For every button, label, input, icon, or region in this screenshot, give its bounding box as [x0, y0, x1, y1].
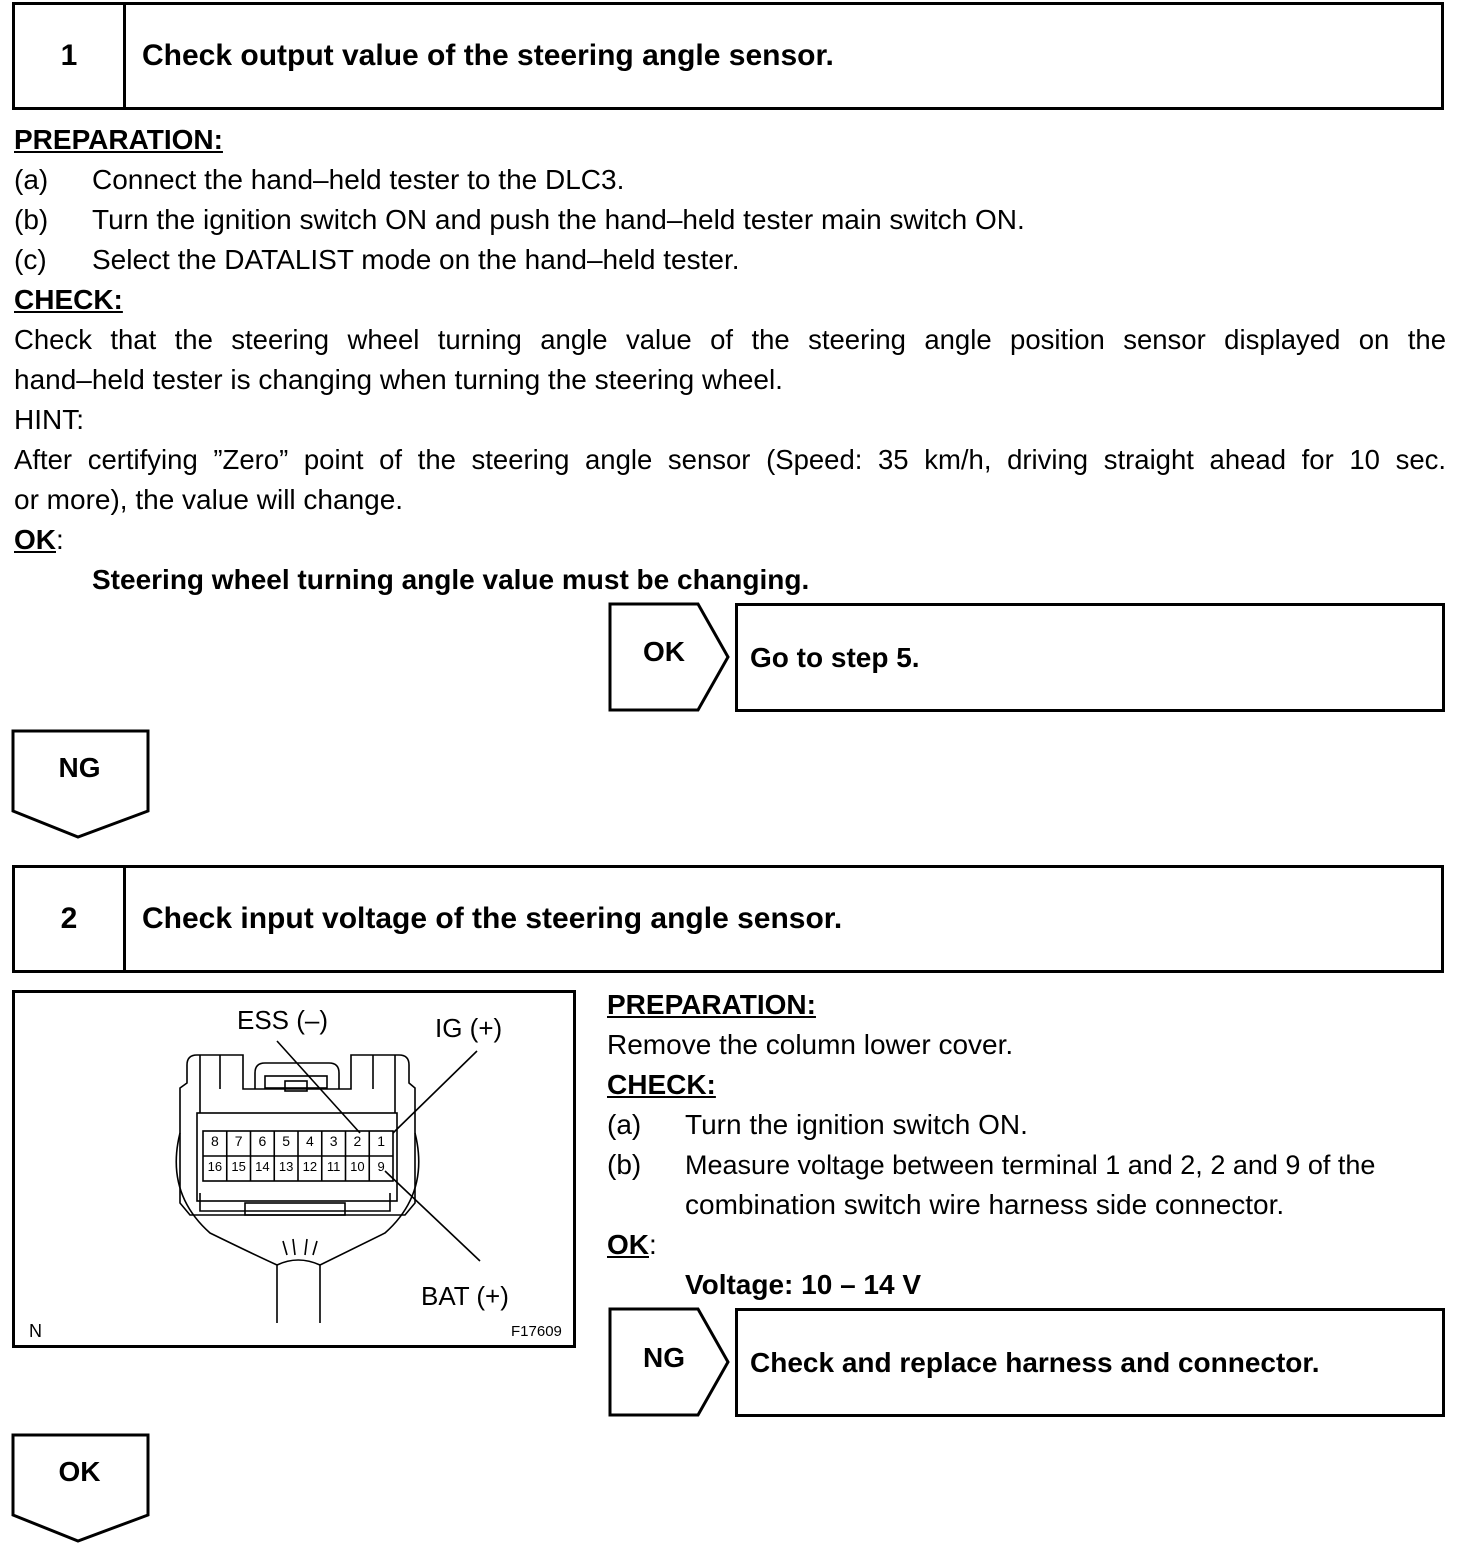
step2-ng-arrow-label: NG [643, 1342, 685, 1373]
step1-prep-c-text: Select the DATALIST mode on the hand–held tester. [92, 244, 740, 275]
step1-header [12, 2, 1444, 110]
pin-2: 2 [353, 1133, 362, 1149]
step2-check-b-cont: combination switch wire harness side connector. [685, 1189, 1285, 1220]
step2-ok-colon: : [649, 1229, 657, 1260]
label-bat: BAT (+) [421, 1281, 509, 1311]
pin-3: 3 [329, 1133, 338, 1149]
step2-check-a-text: Turn the ignition switch ON. [685, 1109, 1028, 1140]
step2-ok-arrow [11, 1433, 151, 1545]
connector-diagram [12, 990, 576, 1348]
corner-n-label: N [29, 1321, 42, 1341]
pin-row-top [203, 1133, 393, 1149]
pin-11: 11 [326, 1159, 341, 1174]
step2-check-b-label: (b) [607, 1149, 642, 1180]
pin-6: 6 [258, 1133, 267, 1149]
step2-ok-label: OK [607, 1229, 649, 1260]
step2-check-header: CHECK: [607, 1069, 716, 1100]
step2-number: 2 [15, 868, 126, 970]
step2-check-a-label: (a) [607, 1109, 642, 1140]
step2-ng-result: Check and replace harness and connector. [735, 1308, 1445, 1417]
step1-hint-line2: or more), the value will change. [14, 484, 404, 515]
pin-13: 13 [278, 1159, 294, 1174]
pin-7: 7 [234, 1133, 243, 1149]
step2-check-b-text: Measure voltage between terminal 1 and 2, 2 and 9 of the [685, 1150, 1376, 1180]
step2-preparation-text: Remove the column lower cover. [607, 1029, 1014, 1060]
pin-9: 9 [377, 1159, 385, 1174]
step1-prep-a-label: (a) [14, 164, 49, 195]
pin-4: 4 [305, 1133, 314, 1149]
step2-header [12, 865, 1444, 973]
figure-id: F17609 [511, 1323, 562, 1340]
pin-row-bottom [203, 1159, 393, 1174]
step2-preparation-header: PREPARATION: [607, 989, 816, 1020]
step1-check-line1: Check that the steering wheel turning angle value of the steering angle position sensor displayed on the [14, 324, 1446, 355]
step1-ok-arrow-label: OK [643, 636, 685, 667]
step1-ng-arrow [11, 729, 151, 841]
pin-12: 12 [302, 1159, 318, 1174]
pin-8: 8 [210, 1133, 219, 1149]
step1-prep-c-label: (c) [14, 244, 47, 275]
step1-hint-line1: After certifying ”Zero” point of the steering angle sensor (Speed: 35 km/h, driving straight ahead for 10 sec. [14, 444, 1446, 475]
pin-5: 5 [282, 1133, 291, 1149]
step1-check-line2: hand–held tester is changing when turning the steering wheel. [14, 364, 783, 395]
label-ess: ESS (–) [237, 1005, 329, 1035]
pin-1: 1 [377, 1133, 386, 1149]
step1-ok-spec: Steering wheel turning angle value must be changing. [92, 564, 810, 595]
step1-ok-result: Go to step 5. [735, 603, 1445, 712]
step2-ok-spec: Voltage: 10 – 14 V [685, 1269, 922, 1300]
step1-prep-b-text: Turn the ignition switch ON and push the hand–held tester main switch ON. [92, 204, 1025, 235]
label-ig: IG (+) [435, 1013, 503, 1043]
step1-prep-a-text: Connect the hand–held tester to the DLC3. [92, 164, 625, 195]
step1-ok-label: OK [14, 524, 56, 555]
step1-title: Check output value of the steering angle sensor. [142, 39, 834, 72]
pin-15: 15 [231, 1159, 246, 1174]
pin-10: 10 [350, 1159, 365, 1174]
step1-number: 1 [15, 5, 126, 107]
pin-14: 14 [255, 1159, 270, 1174]
pin-16: 16 [207, 1159, 223, 1174]
step1-hint-header: HINT: [14, 404, 84, 435]
step2-ok-header [607, 1225, 657, 1265]
step2-title: Check input voltage of the steering angle sensor. [142, 902, 843, 935]
step1-ok-header [14, 520, 64, 560]
step1-ok-colon: : [56, 524, 64, 555]
step1-preparation-header: PREPARATION: [14, 124, 223, 155]
step2-ok-arrow-label: OK [58, 1456, 101, 1487]
step1-ng-arrow-label: NG [58, 752, 101, 783]
step1-check-header: CHECK: [14, 284, 123, 315]
step1-prep-b-label: (b) [14, 204, 49, 235]
